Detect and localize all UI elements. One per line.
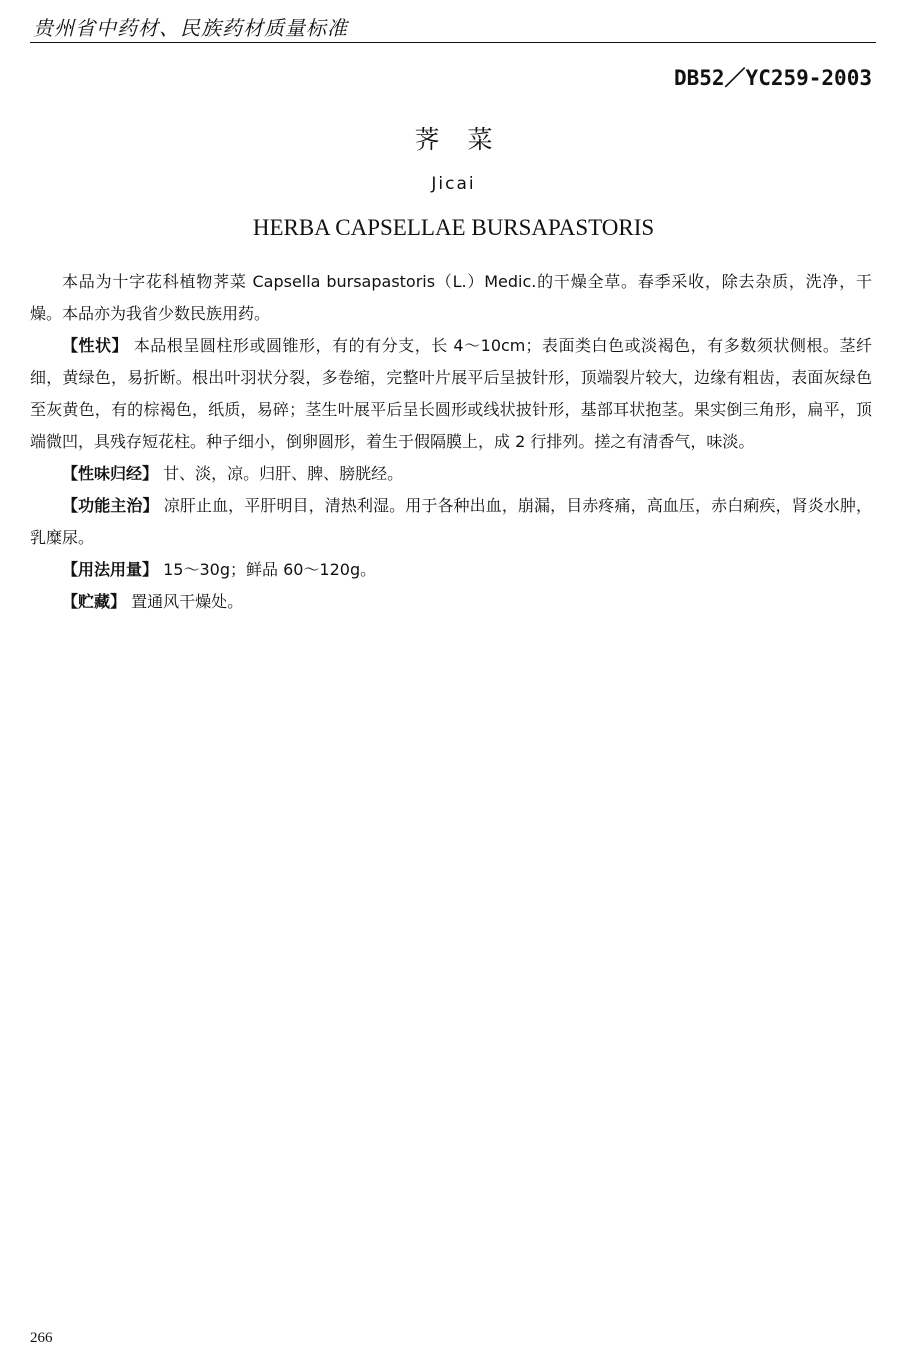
function-text: 凉肝止血，平肝明目，清热利湿。用于各种出血，崩漏，目赤疼痛，高血压，赤白痢疾，肾炎水肿，乳糜尿。 (30, 496, 872, 547)
nature-heading: 【性味归经】 (62, 464, 159, 483)
intro-paragraph (30, 266, 872, 330)
title-latin: HERBA CAPSELLAE BURSAPASTORIS (252, 215, 655, 240)
storage-text: 置通风干燥处。 (126, 592, 244, 611)
intro-text: 本品为十字花科植物荠菜 Capsella bursapastoris（L.）Medic.的干燥全草。春季采收，除去杂质，洗净，干燥。本品亦为我省少数民族用药。 (30, 272, 872, 323)
header-rule (30, 42, 876, 43)
standard-number: DB52／YC259-2003 (673, 66, 872, 90)
dosage-paragraph (30, 554, 872, 586)
storage-paragraph (30, 586, 872, 618)
page-number: 266 (30, 1330, 53, 1346)
title-pinyin: Jicai (431, 174, 476, 194)
monograph-body (30, 266, 872, 618)
nature-paragraph (30, 458, 872, 490)
character-heading: 【性状】 (62, 336, 129, 355)
title-chinese: 荠菜 (414, 125, 521, 154)
function-heading: 【功能主治】 (62, 496, 159, 515)
dosage-heading: 【用法用量】 (62, 560, 159, 579)
storage-heading: 【贮藏】 (62, 592, 127, 611)
dosage-text: 15～30g；鲜品 60～120g。 (158, 560, 377, 579)
character-text: 本品根呈圆柱形或圆锥形，有的有分支，长 4～10cm；表面类白色或淡褐色，有多数须状侧根。茎纤细，黄绿色，易折断。根出叶羽状分裂，多卷缩，完整叶片展平后呈披针形，顶端裂片较大，边缘有粗齿，表面灰绿色至灰黄色，有的棕褐色，纸质，易碎；茎生叶展平后呈长圆形或线状披针形，基部耳状抱茎。果实倒三角形，扁平，顶端微凹，具残存短花柱。种子细小，倒卵圆形，着生于假隔膜上，成 2 行排列。搓之有清香气，味淡。 (30, 336, 872, 451)
character-paragraph (30, 330, 872, 458)
nature-text: 甘、淡，凉。归肝、脾、膀胱经。 (158, 464, 404, 483)
running-header: 贵州省中药材、民族药材质量标准 (33, 16, 348, 40)
function-paragraph (30, 490, 872, 554)
